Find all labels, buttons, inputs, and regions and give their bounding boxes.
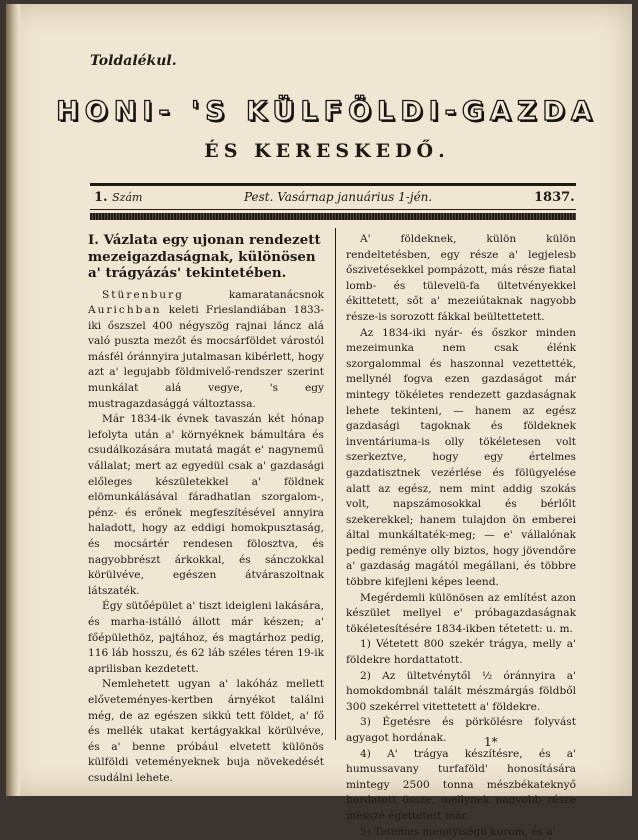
signature-mark: 1* bbox=[484, 735, 498, 749]
ornamental-rule bbox=[90, 213, 576, 220]
paragraph: Már 1834-ik évnek tavaszán két hónap lefolyta után a' környéknek bámultára és csudálkozására mutatá magát e' nagynemű vállalat; mert az egyedül csak a' gazdasági előleges készületekkel a' földnek elömunkálásával fáradhatlan szorgalom-, pénz- és erőnek megfeszítésével annyira haladott, hogy az eddigi homokpusztaság, és mocsártér rendesen fölosztva, és nagyobbrészt árkokkal, és sánczokkal körülvéve, egészen átváraszoltnak látszaték. bbox=[88, 413, 324, 597]
paragraph: Égy sütőépület a' tiszt ideigleni lakására, és marha-istálló állott már készen; a' főépülethöz, pajtához, és magtárhoz pedig, 116 láb hosszu, és 62 láb széles téren 19-ik aprilisban kezdetett. bbox=[88, 600, 324, 675]
masthead-title: HONI- 'S KÜLFÖLDI-GAZDA bbox=[56, 96, 598, 127]
list-item: 3) Égetésre és pörkölésre folyvást agyagot hordának. bbox=[346, 716, 576, 744]
paragraph: Nemlehetett ugyan a' lakóház mellett előveteményes-kertben árnyékot találni még, de az egészen sikkú tett földet, a' fő és mellék utakat kertágyakkal körülvéve, és a' benne próbául elvetett különös külföldi veteményeknek buja növekedését csudálni lehete. bbox=[88, 678, 324, 784]
issue-year: 1837. bbox=[534, 190, 575, 205]
list-item: 2) Az ültetvénytől ½ óránnyira a' homokdombnál talált mészmárgás földből 300 szekérrel vitettetett a' földekre. bbox=[346, 669, 576, 713]
paragraph: Az 1834-iki nyár- és őszkor minden mezeimunka nem csak élénk szorgalommal és haszonnal vezettették, mellynél fogva ezen gazdaságot már mintegy tökéletes rendezett gazdaságnak lehete tekinteni, — hanem az egész gazdasági tagoknak és földeknek inventáriuma-is olly tökéletesen volt szerkeztve, hogy egy értelmes gazdatisztnek vezérlése és fölügyelése alatt az egész, nem mint addig szokás volt, napszámosokkal és bérlőlt szekerekkel; hanem tulajdon ön emberei által munkáltaték-meg; — e' vállalónak pedig reménye olly biztos, hogy jövendőre a' gazdaság magától megállani, és többre többre kifejleni képes leend. bbox=[346, 326, 576, 589]
bottom-rule bbox=[90, 209, 576, 210]
list-item: 4) A' trágya készítésre, és a' humussavany turfaföld' honosítására mintegy 2500 tonna mészbékateknyő hordatott össze, mellynek nagyobb része mésszé égettetett már. bbox=[346, 747, 576, 822]
paragraph: Stürenburg kamaratanácsnok Aurichban keleti Frieslandiában 1833-iki őszszel 400 négyszög rajnai láncz alá való puszta mezőt és mocsárföldet várostól másfél óránnyira jutalmasan kibérlett, hogy azt a' legujabb földmivelő-rendszer szerint munkálat alá vegye, 's egy mustragazdasággá változtassa. bbox=[88, 288, 324, 410]
issue-number: 1. Szám bbox=[94, 190, 143, 205]
place-date: Pest. Vasárnap januárius 1-jén. bbox=[244, 190, 433, 204]
paragraph: A' földeknek, külön külön rendeltetésben, egy része a' legjelesb őszivetésekkel pompázott, más része fiatal lomb- és tülevelü-fa ültetvényekkel ékittetett, sőt a' mezeiútaknak nagyobb része-is sorozott fákkal beültettetett. bbox=[346, 233, 576, 323]
left-column bbox=[88, 232, 324, 787]
article-title: I. Vázlata egy ujonan rendezett mezeigazdaságnak, különösen a' trágyázás' tekintetében. bbox=[88, 232, 321, 281]
paragraph: Megérdemli különösen az említést azon készület mellyel e' próbagazdaságnak tökéletesítésére 1834-ikben tétetett: u. m. bbox=[346, 591, 576, 635]
list-item: 5) Tetemes mennyiségü korom, és a' bbox=[360, 825, 556, 838]
column-divider bbox=[335, 228, 336, 740]
list-item: 1) Vétetett 800 szekér trágya, melly a' földekre hordattatott. bbox=[346, 638, 576, 667]
newspaper-page bbox=[6, 4, 632, 838]
masthead-subtitle: ÉS KERESKEDŐ. bbox=[204, 140, 450, 162]
right-column bbox=[346, 232, 576, 840]
supplement-label: Toldalékul. bbox=[90, 53, 177, 69]
top-rule bbox=[90, 183, 576, 186]
